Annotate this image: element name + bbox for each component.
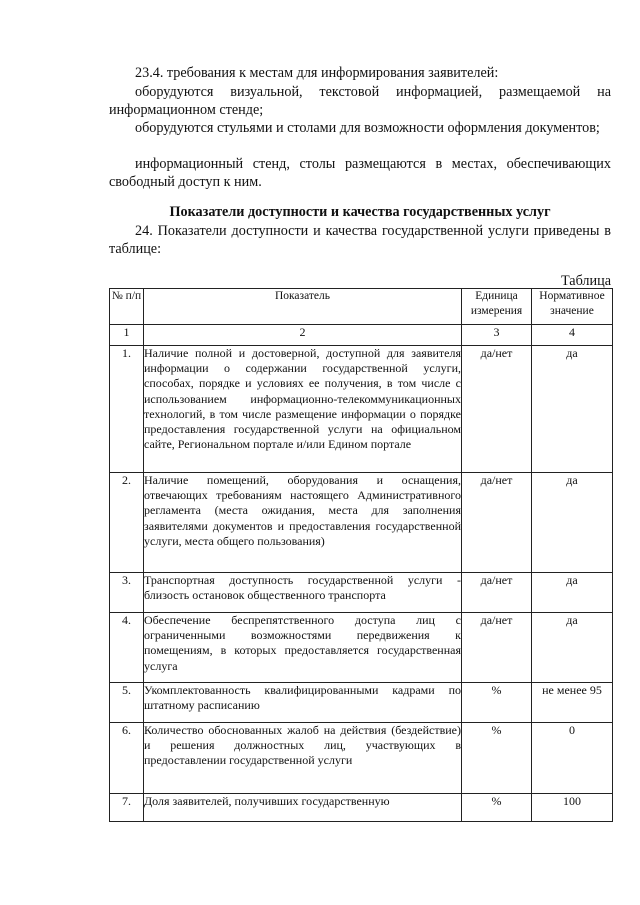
header-indicator: Показатель bbox=[144, 289, 462, 325]
table-row bbox=[110, 723, 613, 794]
table-row bbox=[110, 613, 613, 683]
row-norm: 0 bbox=[532, 723, 613, 794]
row-norm: да bbox=[532, 573, 613, 613]
paragraph-intro-24: 24. Показатели доступности и качества государственной услуги приведены в таблице: bbox=[109, 223, 611, 257]
row-indicator: Количество обоснованных жалоб на действия (бездействие) и решения должностных лиц, участвующих в предоставлении государственной услуги bbox=[144, 723, 462, 794]
paragraph-23-4: 23.4. требования к местам для информирования заявителей: bbox=[135, 65, 499, 81]
header-norm: Нормативное значение bbox=[532, 289, 613, 325]
header-unit: Единица измерения bbox=[462, 289, 532, 325]
column-number: 2 bbox=[144, 325, 462, 346]
paragraph-visual-info: оборудуются визуальной, текстовой информацией, размещаемой на информационном стенде; bbox=[109, 84, 611, 118]
row-indicator: Наличие полной и достоверной, доступной для заявителя информации о содержании государственной услуги, способах, порядке и условиях ее получения, в том числе с использованием информационно-телекоммуникационных технологий, в том числе размещение информации о порядке предоставления государственной услуги на официальном сайте, Региональном портале и/или Едином портале bbox=[144, 346, 462, 473]
row-number: 7. bbox=[110, 794, 144, 822]
table-row bbox=[110, 794, 613, 822]
indicators-table bbox=[109, 288, 613, 822]
row-number: 4. bbox=[110, 613, 144, 683]
row-indicator: Транспортная доступность государственной услуги - близость остановок общественного транспорта bbox=[144, 573, 462, 613]
row-norm: да bbox=[532, 346, 613, 473]
row-norm: да bbox=[532, 473, 613, 573]
row-number: 6. bbox=[110, 723, 144, 794]
column-numbers-row bbox=[110, 325, 613, 346]
row-unit: % bbox=[462, 794, 532, 822]
table-header-row bbox=[110, 289, 613, 325]
row-number: 3. bbox=[110, 573, 144, 613]
row-norm: не менее 95 bbox=[532, 683, 613, 723]
row-indicator: Укомплектованность квалифицированными кадрами по штатному расписанию bbox=[144, 683, 462, 723]
table-caption: Таблица bbox=[560, 273, 611, 289]
column-number: 3 bbox=[462, 325, 532, 346]
paragraph-chairs-tables: оборудуются стульями и столами для возможности оформления документов; bbox=[135, 120, 600, 136]
row-unit: да/нет bbox=[462, 573, 532, 613]
row-norm: да bbox=[532, 613, 613, 683]
table-row bbox=[110, 683, 613, 723]
row-norm: 100 bbox=[532, 794, 613, 822]
section-heading: Показатели доступности и качества государственных услуг bbox=[169, 204, 551, 220]
row-indicator: Доля заявителей, получивших государственную bbox=[144, 794, 462, 822]
row-unit: % bbox=[462, 723, 532, 794]
row-indicator: Наличие помещений, оборудования и оснащения, отвечающих требованиям настоящего Административного регламента (места ожидания, места для заполнения заявителями документов и предоставления государственной услуги, места общего пользования) bbox=[144, 473, 462, 573]
row-number: 1. bbox=[110, 346, 144, 473]
paragraph-info-stand: информационный стенд, столы размещаются в местах, обеспечивающих свободный доступ к ним. bbox=[109, 156, 611, 190]
table-row bbox=[110, 473, 613, 573]
row-number: 2. bbox=[110, 473, 144, 573]
row-number: 5. bbox=[110, 683, 144, 723]
header-number: № п/п bbox=[110, 289, 144, 325]
row-unit: % bbox=[462, 683, 532, 723]
table-row bbox=[110, 346, 613, 473]
row-unit: да/нет bbox=[462, 473, 532, 573]
column-number: 1 bbox=[110, 325, 144, 346]
row-indicator: Обеспечение беспрепятственного доступа лиц с ограниченными возможностями передвижения к помещениям, в которых предоставляется государственная услуга bbox=[144, 613, 462, 683]
column-number: 4 bbox=[532, 325, 613, 346]
table-row bbox=[110, 573, 613, 613]
row-unit: да/нет bbox=[462, 613, 532, 683]
row-unit: да/нет bbox=[462, 346, 532, 473]
